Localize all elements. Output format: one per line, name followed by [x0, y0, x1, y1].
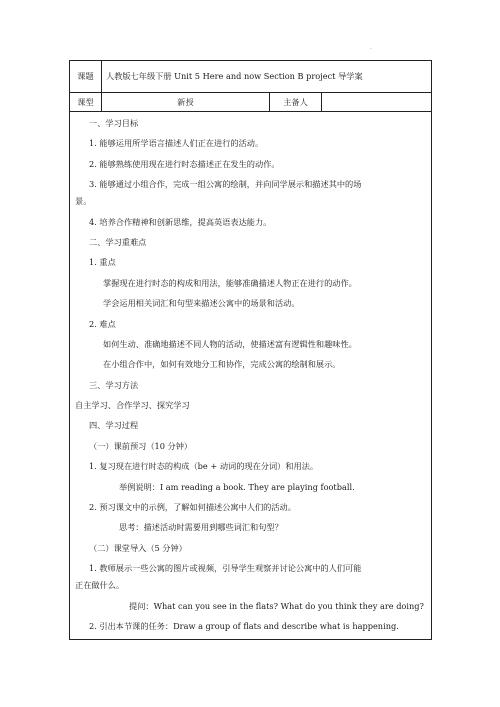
objective-item-3-cont: 景。	[75, 196, 92, 207]
methods-body: 自主学习、合作学习、探究学习	[75, 400, 190, 411]
type-value: 新授	[102, 93, 270, 112]
content-cell	[70, 112, 432, 640]
content-row	[70, 112, 432, 640]
process-intro-title: （二）课堂导入（5 分钟）	[89, 542, 187, 553]
preview-think: 思考：描述活动时需要用到哪些词汇和句型？	[119, 522, 283, 533]
objective-item-4: 4. 培养合作精神和创新思维，提高英语表达能力。	[89, 216, 272, 227]
process-preview-title: （一）课前预习（10 分钟）	[89, 440, 193, 451]
lesson-plan-table	[69, 60, 432, 640]
title-row	[70, 61, 432, 93]
page-mark: .	[370, 44, 372, 51]
intro-item-2: 2. 引出本节课的任务：Draw a group of flats and describe what is happening.	[89, 620, 399, 631]
objective-item-3: 3. 能够通过小组合作，完成一组公寓的绘制，并向同学展示和描述其中的场	[89, 179, 362, 190]
preparer-value	[322, 93, 432, 112]
difficulty-2: 在小组合作中，如何有效地分工和协作，完成公寓的绘制和展示。	[103, 359, 341, 370]
preview-item-1: 1. 复习现在进行时态的构成（be + 动词的现在分词）和用法。	[89, 461, 319, 472]
title-value: 人教版七年级下册 Unit 5 Here and now Section B project 导学案	[102, 61, 432, 93]
type-row	[70, 93, 432, 112]
title-label: 课题	[70, 61, 102, 93]
key-point-2: 学会运用相关词汇和句型来描述公寓中的场景和活动。	[103, 298, 300, 309]
objective-item-1: 1. 能够运用所学语言描述人们正在进行的活动。	[89, 138, 264, 149]
preview-item-2: 2. 预习课文中的示例，了解如何描述公寓中人们的活动。	[89, 502, 296, 513]
difficulty-1: 如何生动、准确地描述不同人物的活动，使描述富有逻辑性和趣味性。	[103, 338, 357, 349]
intro-question: 提问：What can you see in the flats? What do you think they are doing?	[129, 600, 424, 611]
section-objectives-title: 一、学习目标	[89, 118, 139, 128]
intro-item-1: 1. 教师展示一些公寓的图片或视频，引导学生观察并讨论公寓中的人们可能	[89, 563, 362, 574]
objective-item-2: 2. 能够熟练使用现在进行时态描述正在发生的动作。	[89, 158, 280, 169]
intro-item-1-cont: 正在做什么。	[75, 580, 125, 591]
preparer-label: 主备人	[270, 93, 322, 112]
section-process-title: 四、学习过程	[89, 420, 139, 431]
section-methods-title: 三、学习方法	[89, 379, 139, 390]
focus-difficulties-heading: 2. 难点	[89, 318, 116, 329]
focus-key-points-heading: 1. 重点	[89, 257, 116, 268]
key-point-1: 掌握现在进行时态的构成和用法，能够准确描述人物正在进行的动作。	[103, 277, 357, 288]
section-focus-title: 二、学习重难点	[89, 236, 147, 247]
preview-example: 举例说明：I am reading a book. They are playing football.	[119, 481, 355, 492]
type-label: 课型	[70, 93, 102, 112]
